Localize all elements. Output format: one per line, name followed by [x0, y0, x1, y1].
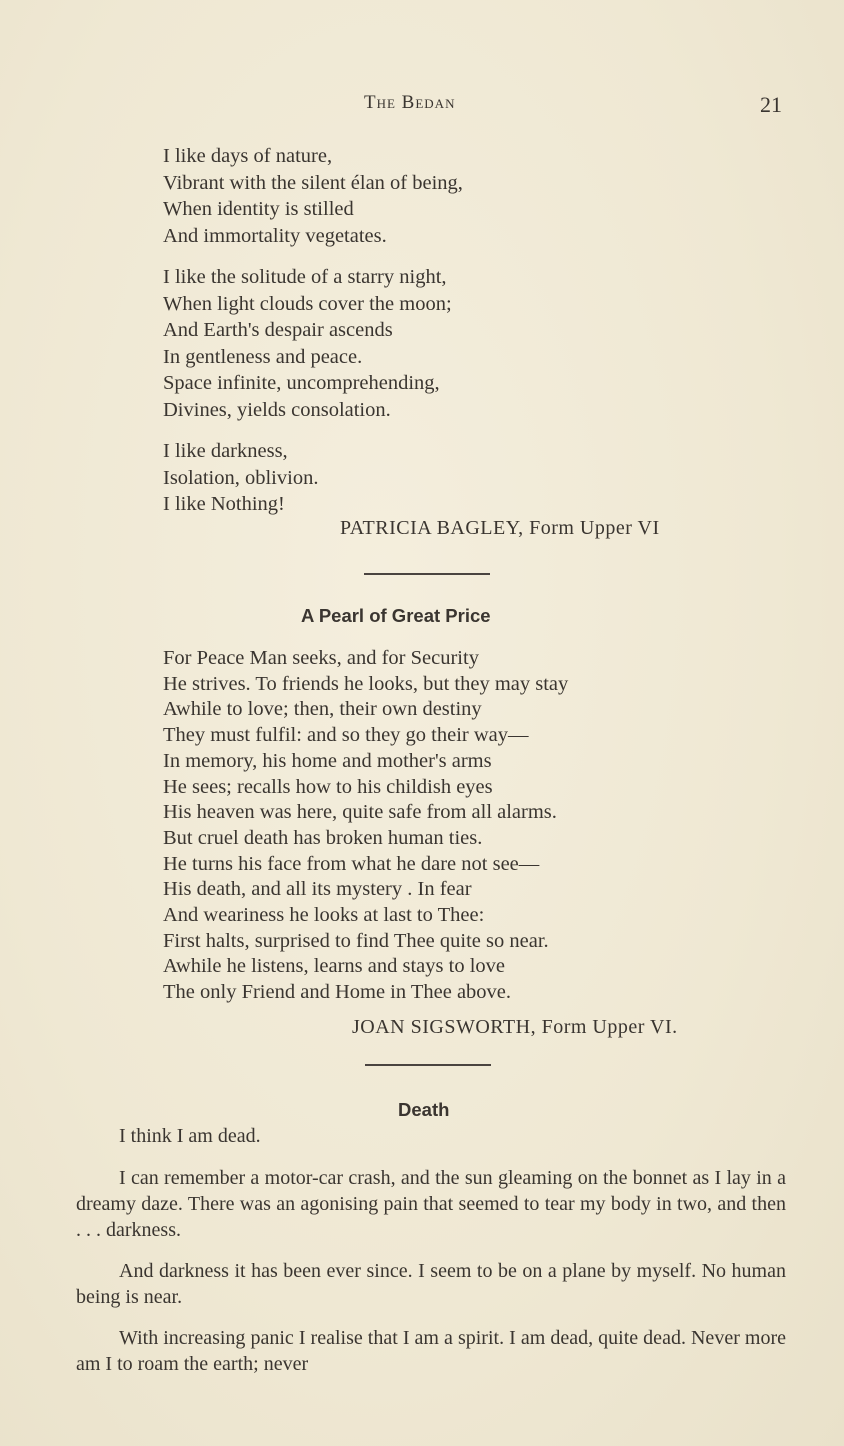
poem-line: The only Friend and Home in Thee above. — [163, 981, 512, 1004]
paragraph: With increasing panic I realise that I am a spirit. I am dead, quite dead. Never more am I to roam the earth; never — [76, 1327, 786, 1375]
poem-author: JOAN SIGSWORTH, Form Upper VI. — [352, 1016, 678, 1038]
poem-line: His death, and all its mystery . In fear — [163, 878, 472, 901]
poem-line: In memory, his home and mother's arms — [163, 749, 492, 772]
poem-line: First halts, surprised to find Thee quite so near. — [163, 929, 549, 952]
poem-line: When identity is stilled — [163, 198, 354, 220]
poem-line: Awhile to love; then, their own destiny — [163, 698, 482, 721]
paragraph: I can remember a motor-car crash, and the sun gleaming on the bonnet as I lay in a dreamy daze. There was an agonising pain that seemed to tear my body in two, and then . . . darkness. — [76, 1167, 786, 1241]
stanza — [163, 438, 463, 518]
poem-line: Divines, yields consolation. — [163, 398, 391, 421]
story-title: Death — [398, 1099, 450, 1120]
poem-author: PATRICIA BAGLEY, Form Upper VI — [340, 517, 660, 539]
poem-line: Space infinite, uncomprehending, — [163, 372, 440, 394]
poem-line: He sees; recalls how to his childish eyes — [163, 775, 493, 798]
section-divider — [364, 573, 490, 575]
poem-line: His heaven was here, quite safe from all alarms. — [163, 801, 557, 824]
poem-line: He turns his face from what he dare not see— — [163, 852, 540, 875]
poem-line: And weariness he looks at last to Thee: — [163, 904, 485, 927]
poem-line: They must fulfil: and so they go their way— — [163, 724, 529, 747]
section-divider — [365, 1064, 491, 1066]
poem-line: When light clouds cover the moon; — [163, 292, 452, 315]
poem-line: But cruel death has broken human ties. — [163, 826, 483, 849]
poem-nothing — [163, 143, 463, 533]
poem-line: He strives. To friends he looks, but they may stay — [163, 672, 569, 695]
poem-line: And immortality vegetates. — [163, 224, 387, 247]
poem-line: I like the solitude of a starry night, — [163, 266, 447, 288]
poem-line: In gentleness and peace. — [163, 345, 363, 368]
poem-line: And Earth's despair ascends — [163, 319, 393, 341]
running-head — [0, 92, 844, 122]
poem-line: Isolation, oblivion. — [163, 466, 319, 489]
running-title: The Bedan — [364, 92, 456, 113]
stanza — [163, 143, 463, 249]
story-body — [76, 1123, 786, 1392]
poem-line: I like darkness, — [163, 440, 288, 462]
poem-line: Awhile he listens, learns and stays to love — [163, 955, 505, 978]
paragraph: And darkness it has been ever since. I seem to be on a plane by myself. No human being is near. — [76, 1260, 786, 1308]
page-number: 21 — [760, 92, 782, 117]
poem-line: For Peace Man seeks, and for Security — [163, 647, 479, 669]
poem-line: Vibrant with the silent élan of being, — [163, 171, 463, 194]
poem-line: I like days of nature, — [163, 145, 333, 167]
poem-line: I like Nothing! — [163, 493, 285, 515]
poem-title: A Pearl of Great Price — [301, 605, 491, 626]
poem-pearl — [163, 646, 568, 1006]
paragraph: I think I am dead. — [119, 1125, 261, 1147]
stanza — [163, 264, 463, 423]
